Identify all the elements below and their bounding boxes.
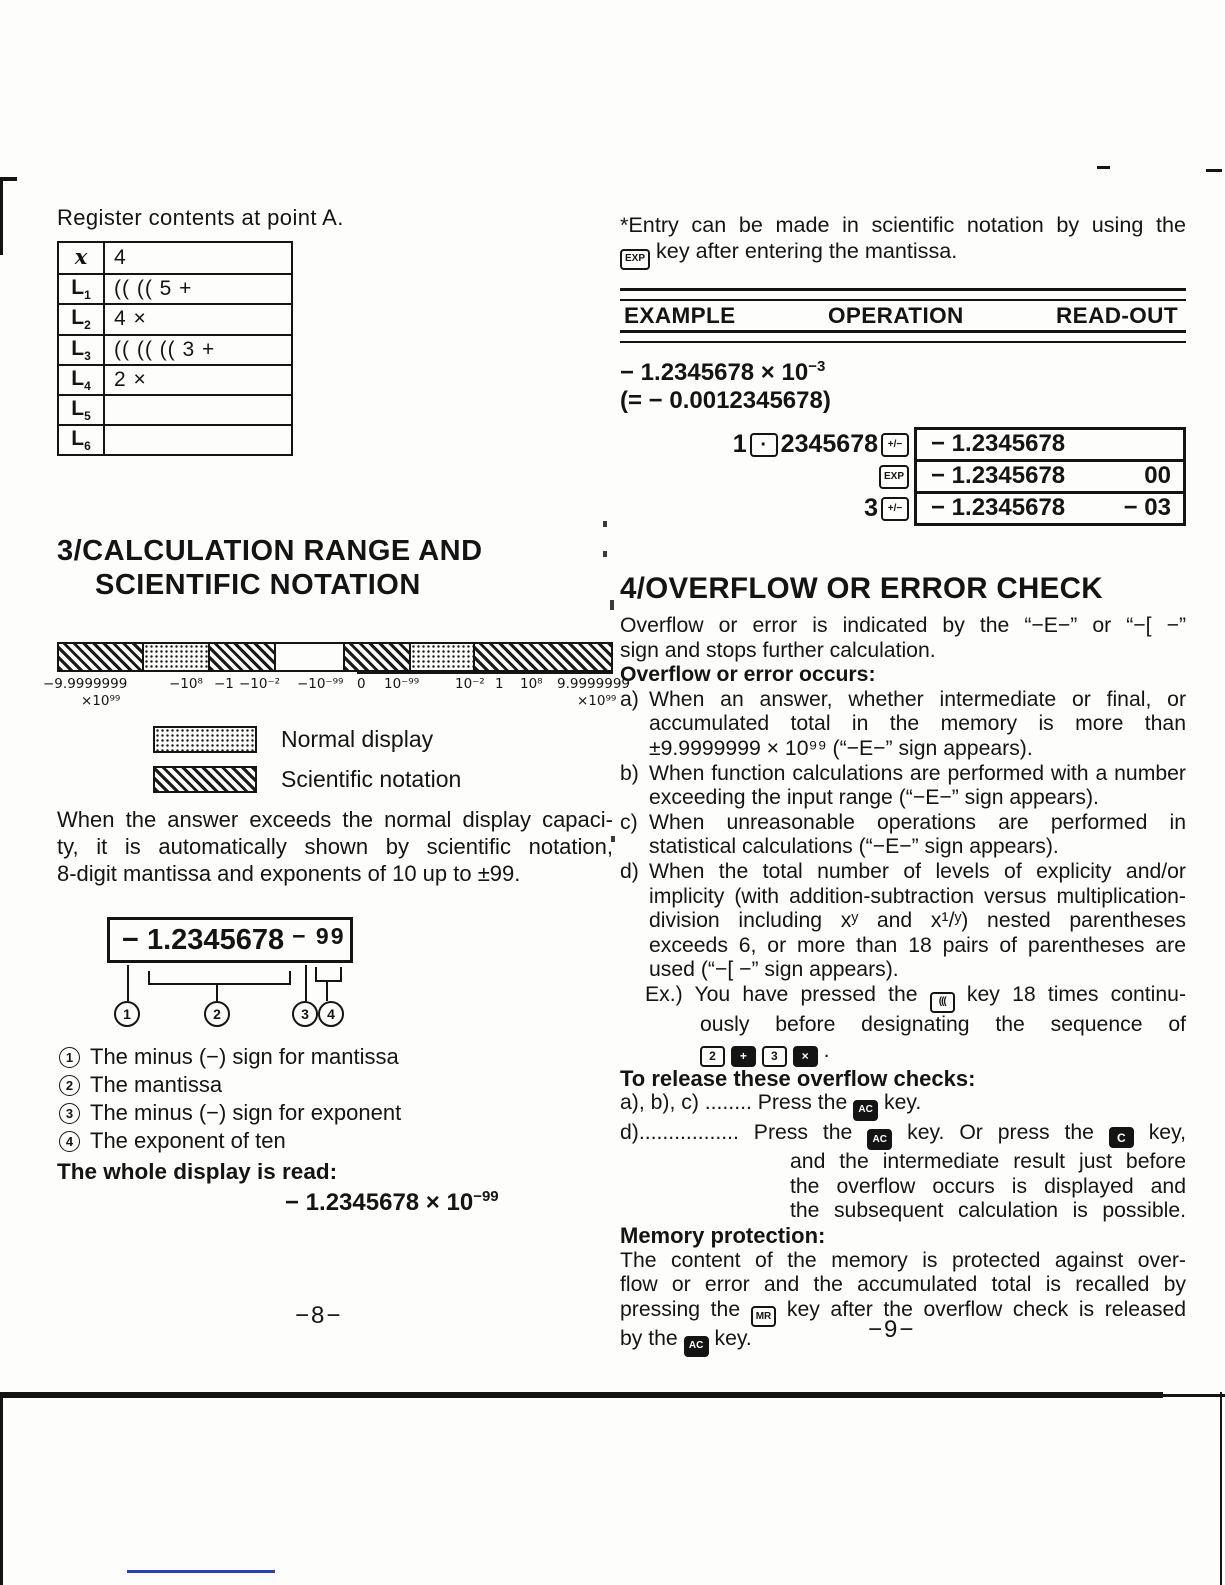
list-item (620, 860, 1186, 983)
note-text: The exponent of ten (90, 1128, 286, 1154)
release-text: key, (1133, 1120, 1186, 1144)
register-value: (( (( 5 + (104, 274, 292, 304)
display-format-figure (57, 913, 613, 1031)
tick-label: −10⁻² (239, 676, 281, 693)
tick-label: −9.9999999 (43, 676, 128, 693)
tick-label: −10⁸ (169, 676, 203, 693)
release-continuation: the overflow occurs is displayed and (790, 1174, 1186, 1198)
operation-row (620, 459, 1186, 494)
plus-minus-key-icon: +/− (881, 497, 909, 521)
readout-exponent: − 03 (1123, 494, 1171, 522)
register-label-text: x (74, 244, 88, 269)
table-row (58, 395, 292, 425)
display-notes (57, 1043, 613, 1155)
register-value: 4 × (104, 304, 292, 334)
legend-item-scientific (153, 766, 613, 793)
register-label (58, 395, 104, 425)
item-text: When function calculations are performed with a number exceeding the input range (“−E−” sign appears). (649, 761, 1186, 810)
scan-edge-mark (1206, 169, 1222, 172)
memory-text: key after the overflow check is released (776, 1297, 1187, 1321)
tick-label: 10⁸ (520, 676, 543, 693)
right-page (620, 212, 1186, 1357)
readout-mantissa: − 1.2345678 (931, 494, 1066, 522)
list-item (620, 762, 1186, 811)
operation-table-header (620, 301, 1186, 331)
register-label-sub: 6 (84, 439, 91, 454)
register-table (57, 241, 293, 456)
list-item (620, 811, 1186, 860)
register-label (58, 242, 104, 274)
release-text: a), b), c) ........ Press the (620, 1091, 854, 1115)
tick-label: ×10⁹⁹ (577, 693, 617, 710)
entry-note-line2 (620, 238, 1186, 270)
item-text: When an answer, whether intermediate or final, or accumulated total in the memory is more than ±9.9999999 × 10⁹⁹ (“−E−” sign appears). (649, 687, 1186, 761)
tick-label: 10⁻⁹⁹ (384, 676, 420, 693)
range-segment-scientific (343, 644, 409, 670)
legend-label: Scientific notation (281, 766, 462, 793)
register-value (104, 425, 292, 455)
readout-mantissa: − 1.2345678 (931, 430, 1066, 458)
release-continuation: the subsequent calculation is possible. (790, 1199, 1186, 1223)
range-segment-scientific (59, 644, 142, 670)
calculation-range-diagram (43, 642, 631, 712)
register-label-sub: 1 (84, 288, 91, 303)
section3-heading-line2: SCIENTIFIC NOTATION (95, 569, 421, 602)
tick-label: 9.9999999 (557, 676, 631, 693)
ac-key-icon: AC (853, 1100, 878, 1121)
memory-protection-heading: Memory protection: (620, 1222, 826, 1248)
tick-label: −10⁻⁹⁹ (297, 676, 344, 693)
left-page (43, 205, 631, 1217)
range-segment-normal (409, 644, 473, 670)
scan-page-edge (1220, 1392, 1222, 1585)
list-item (57, 1127, 613, 1155)
table-row (58, 242, 292, 274)
table-row (58, 425, 292, 455)
item-text: When unreasonable operations are performed in statistical calculations (“−E−” sign appears). (649, 810, 1186, 859)
release-text: d)................. Press the (620, 1120, 868, 1144)
note-text: The minus (−) sign for exponent (90, 1100, 402, 1126)
list-item (57, 1043, 613, 1071)
ac-key-icon: AC (684, 1336, 709, 1357)
tick-label: ×10⁹⁹ (81, 693, 121, 710)
example-formula-line2: (= − 0.0012345678) (620, 387, 831, 415)
tick-label: 0 (357, 676, 366, 693)
sentence-period: . (823, 1039, 830, 1063)
multiply-key-icon: × (793, 1046, 818, 1067)
release-continuation: and the intermediate result just before (790, 1150, 1186, 1174)
display-exponent: − 99 (292, 922, 346, 949)
register-label-text: L (71, 366, 85, 390)
plus-key-icon: + (731, 1046, 756, 1067)
section4-heading: 4/OVERFLOW OR ERROR CHECK (620, 572, 1103, 606)
memory-line: The content of the memory is protected against over- (620, 1248, 1186, 1272)
register-label-text: L (71, 427, 85, 451)
formula-base: − 1.2345678 × 10 (620, 359, 809, 387)
example-key-sequence (620, 1037, 1186, 1067)
readout-display (914, 491, 1186, 526)
range-segment-scientific (208, 644, 274, 670)
paragraph-line: ty, it is automatically shown by scientific notation, (57, 834, 613, 860)
callout-line (216, 983, 218, 1001)
range-segment-normal (142, 644, 208, 670)
item-marker: d) (620, 860, 639, 884)
release-text: key. (878, 1091, 922, 1115)
occurs-heading: Overflow or error occurs: (620, 663, 876, 687)
register-label-text: L (71, 396, 85, 420)
callout-number: 2 (204, 1001, 230, 1027)
tick-label: −1 (214, 676, 234, 693)
register-label-sub: 5 (84, 409, 91, 424)
register-label (58, 274, 104, 304)
range-segment-scientific (473, 644, 611, 670)
register-label-text: L (71, 336, 85, 360)
register-label (58, 365, 104, 395)
legend-item-normal (153, 726, 613, 753)
range-legend (153, 726, 613, 793)
note-number: 3 (59, 1103, 80, 1124)
digit-3-key-icon: 3 (762, 1046, 787, 1067)
page-number-left: −8− (295, 1302, 343, 1329)
callout-number: 4 (318, 1001, 344, 1027)
plus-minus-key-icon: +/− (881, 433, 909, 457)
scan-page-edge (0, 1398, 3, 1585)
note-text: The minus (−) sign for mantissa (90, 1044, 399, 1070)
exp-key-icon: EXP (879, 465, 909, 489)
tick-label: 1 (495, 676, 504, 693)
table-row (58, 335, 292, 365)
example-note-text: key 18 times continu- (954, 983, 1186, 1006)
range-bar (57, 642, 613, 672)
range-paragraph (57, 806, 613, 887)
item-marker: a) (620, 687, 639, 711)
callout-number: 1 (114, 1001, 140, 1027)
intro-line: Overflow or error is indicated by the “−E−” or “−[ −” (620, 614, 1186, 638)
callout-line (326, 980, 328, 1001)
scan-page-edge (0, 1392, 1163, 1398)
read-label: The whole display is read: (57, 1159, 338, 1185)
memory-text: by the (620, 1327, 684, 1351)
register-value: (( (( (( 3 + (104, 335, 292, 365)
note-number: 4 (59, 1131, 80, 1152)
list-item (57, 1099, 613, 1127)
register-value: 4 (104, 242, 292, 274)
scan-corner-mark (0, 177, 3, 255)
table-row (58, 365, 292, 395)
column-header-example: EXAMPLE (624, 302, 736, 328)
callout-line (127, 965, 129, 1001)
entry-note-line1: *Entry can be made in scientific notation by using the (620, 212, 1186, 237)
register-label (58, 335, 104, 365)
section3-heading-line1: 3/CALCULATION RANGE AND (57, 535, 483, 568)
operation-row (620, 491, 1186, 526)
readout-exponent: 00 (1144, 462, 1171, 490)
register-value (104, 395, 292, 425)
digit-2-key-icon: 2 (700, 1046, 725, 1067)
column-header-readout: READ-OUT (1056, 302, 1178, 328)
release-text: key. Or press the (892, 1120, 1109, 1144)
item-marker: b) (620, 761, 639, 785)
item-marker: c) (620, 810, 638, 834)
normal-display-swatch (153, 726, 257, 753)
example-note-line1 (620, 983, 1186, 1013)
example-formula-line1 (620, 353, 1186, 387)
ac-key-icon: AC (867, 1129, 892, 1150)
note-text: The mantissa (90, 1072, 223, 1098)
register-label-text: L (71, 306, 85, 330)
memory-line: flow or error and the accumulated total is recalled by (620, 1273, 1186, 1297)
calculator-display (107, 917, 353, 963)
table-rule-top (620, 288, 1186, 301)
scientific-notation-swatch (153, 766, 257, 793)
key-sequence (620, 459, 914, 494)
operation-row (620, 427, 1186, 462)
read-value-exponent: −99 (473, 1188, 499, 1206)
c-key-icon: C (1109, 1127, 1134, 1148)
register-caption: Register contents at point A. (57, 205, 344, 230)
register-label-sub: 4 (84, 378, 91, 393)
release-heading: To release these overflow checks: (620, 1065, 976, 1091)
entry-note (620, 212, 1186, 270)
page-number-right: −9− (868, 1316, 916, 1343)
mr-key-icon: MR (751, 1306, 777, 1327)
column-header-operation: OPERATION (827, 302, 964, 328)
entry-digit: 3 (864, 494, 878, 523)
callout-bracket (148, 971, 291, 985)
item-text: When the total number of levels of explicity and/or implicity (with addition-subtraction versus multiplication-division including xʸ and x¹/ʸ) nested parentheses exceeds 6, or more than 18 pairs of parentheses are used (“−[ −” sign appears). (649, 860, 1186, 982)
list-item (620, 688, 1186, 762)
display-mantissa: − 1.2345678 (122, 923, 285, 956)
formula-exponent: −3 (808, 358, 826, 376)
memory-text: key. (708, 1327, 752, 1351)
callout-bracket (315, 967, 342, 982)
exp-key-icon: EXP (620, 249, 650, 270)
section4-body (620, 614, 1186, 1357)
section3-heading (57, 534, 613, 602)
read-value-base: − 1.2345678 × 10 (285, 1189, 474, 1217)
intro-line: sign and stops further calculation. (620, 638, 936, 662)
scan-edge-mark (1097, 166, 1110, 169)
readout-mantissa: − 1.2345678 (931, 462, 1066, 490)
callout-number: 3 (292, 1001, 318, 1027)
decimal-key-icon: · (750, 433, 778, 457)
note-number: 1 (59, 1047, 80, 1068)
scan-blue-line (127, 1570, 275, 1573)
callout-line (305, 965, 307, 1001)
open-paren-key-icon: ((( (930, 992, 955, 1013)
operation-rows (620, 427, 1186, 526)
entry-digit: 1 (732, 430, 747, 459)
entry-digits: 2345678 (780, 430, 878, 459)
table-row (58, 274, 292, 304)
tick-label: 10⁻² (455, 676, 485, 693)
paragraph-line: When the answer exceeds the normal display capaci- (57, 807, 613, 833)
example-note-line2: ously before designating the sequence of (700, 1012, 1186, 1036)
range-segment-blank (274, 644, 342, 670)
note-number: 2 (59, 1075, 80, 1096)
key-sequence (620, 427, 914, 462)
register-label-text: L (71, 276, 85, 300)
table-row (58, 304, 292, 334)
example-formula (620, 353, 1186, 415)
paragraph-line: 8-digit mantissa and exponents of 10 up to ±99. (57, 861, 521, 887)
readout-display (914, 427, 1186, 462)
register-label (58, 425, 104, 455)
table-rule-bottom (620, 330, 1186, 343)
register-label (58, 304, 104, 334)
read-value (285, 1188, 613, 1217)
release-line-d (620, 1121, 1186, 1151)
register-label-sub: 2 (84, 318, 91, 333)
legend-label: Normal display (281, 726, 434, 753)
key-sequence (620, 491, 914, 526)
example-note-text: Ex.) You have pressed the (645, 983, 930, 1006)
register-value: 2 × (104, 365, 292, 395)
memory-text: pressing the (620, 1297, 751, 1321)
list-item (57, 1071, 613, 1099)
scan-page-edge (1163, 1394, 1225, 1397)
register-label-sub: 3 (84, 348, 91, 363)
entry-note-line2-text: key after entering the mantissa. (650, 238, 958, 263)
readout-display (914, 459, 1186, 494)
release-line-abc (620, 1091, 1186, 1121)
range-bar-shadow (357, 671, 613, 674)
